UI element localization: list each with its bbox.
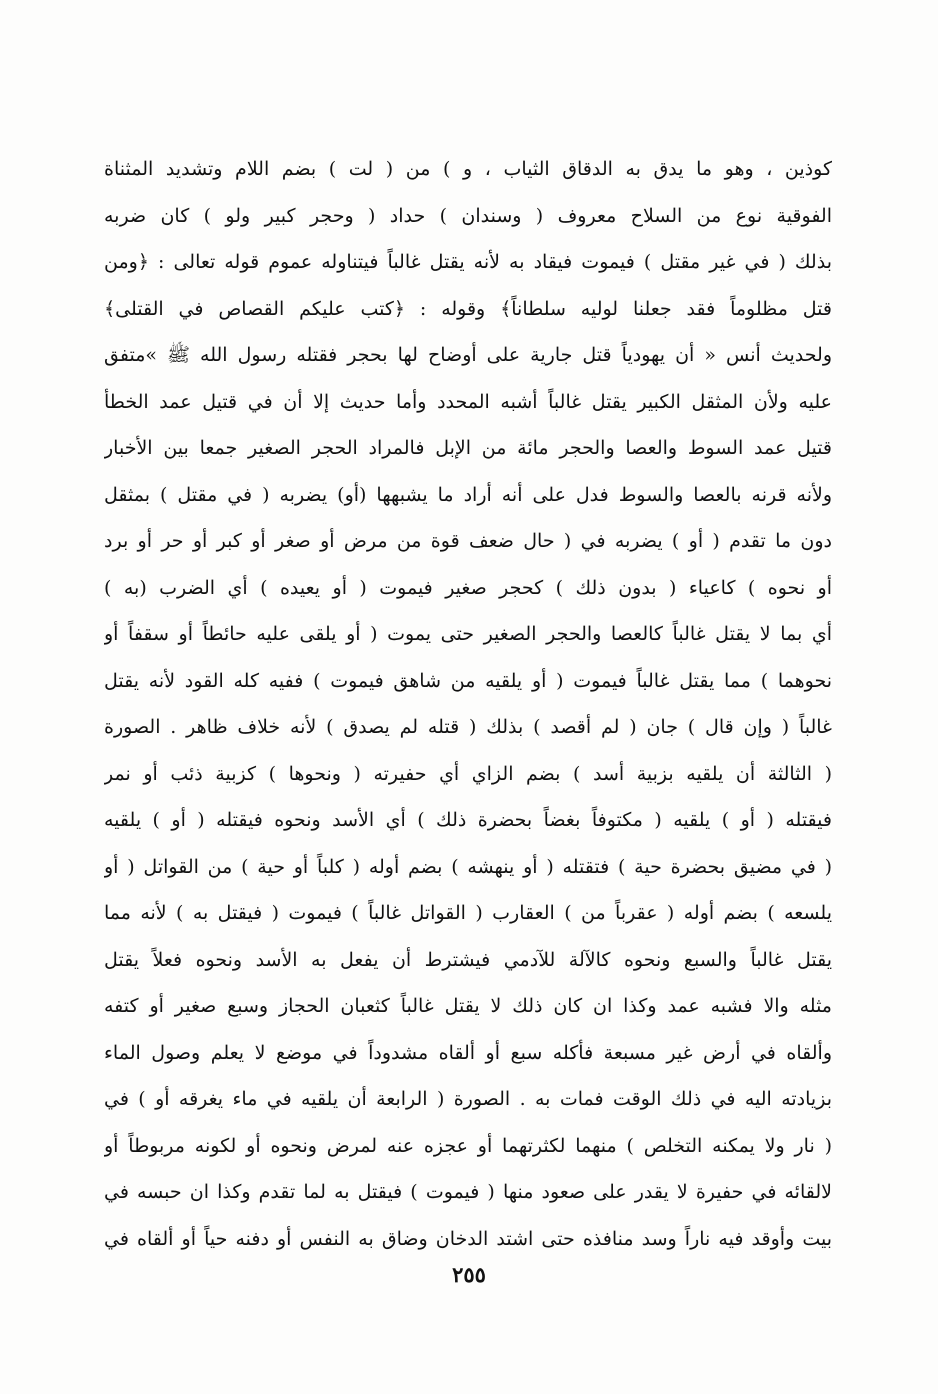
text-line: يقتل غالباً والسبع ونحوه كالآلة للآدمي فيشترط أن يفعل به الأسد ونحوه فعلاً يقتل — [104, 948, 832, 971]
text-line: يلسعه ) بضم أوله ( عقرباً من ) العقارب ( القواتل غالباً ) فيموت ( فيقتل به ) لأنه مما — [104, 902, 832, 924]
text-line: لالقائه في حفيرة لا يقدر على صعود منها ( فيموت ) فيقتل به لما تقدم وكذا ان حبسه في — [104, 1181, 832, 1203]
text-line: دون ما تقدم ( أو ) يضربه في ( حال ضعف قوة من مرض أو صغر أو كبر أو حر أو برد — [104, 530, 832, 552]
text-line: أي بما لا يقتل غالباً كالعصا والحجر الصغير حتى يموت ( أو يلقى عليه حائطاً أو سقفاً أو — [104, 623, 832, 645]
text-line: مثله والا فشبه عمد وكذا ان كان ذلك لا يقتل غالباً كثعبان الحجاز وسبع صغير أو كتفه — [104, 995, 832, 1017]
text-line: وألقاه في أرض غير مسبعة فأكله سبع أو ألقاه مشدوداً في موضع لا يعلم وصول الماء — [104, 1041, 832, 1064]
text-line: بزيادته اليه في ذلك الوقت فمات به . الصورة ( الرابعة أن يلقيه في ماء يغرقه أو ) في — [104, 1088, 832, 1110]
text-line: كوذين ، وهو ما يدق به الدقاق الثياب ، و ) من ( لت ) بضم اللام وتشديد المثناة — [104, 158, 832, 180]
text-line: قتل مظلوماً فقد جعلنا لوليه سلطاناً﴾ وقوله : ﴿كتب عليكم القصاص في القتلى﴾ — [104, 297, 832, 320]
text-line: نحوهما ) مما يقتل غالباً فيموت ( أو يلقيه من شاهق فيموت ) ففيه كله القود لأنه يقتل — [104, 669, 832, 692]
page-number: ٢٥٥ — [452, 1262, 486, 1287]
text-line: ولأنه قرنه بالعصا والسوط فدل على أنه أراد ما يشبهها (أو) يضربه ( في مقتل ) بمثقل — [104, 483, 832, 506]
text-line: ولحديث أنس « أن يهودياً قتل جارية على أوضاح لها بحجر فقتله رسول الله ﷺ »متفق — [104, 344, 832, 366]
text-line: غالباً ( وإن قال ) جان ( لم أقصد ) بذلك ( قتله لم يصدق ) لأنه خلاف ظاهر . الصورة — [104, 716, 832, 738]
text-line: الفوقية نوع من السلاح معروف ( وسندان ) حداد ( وحجر كبير ولو ) كان ضربه — [104, 204, 832, 227]
text-line: فيقتله ( أو ) يلقيه ( مكتوفاً بغضاً بحضرة ذلك ) أي الأسد ونحوه فيقتله ( أو ) يلقيه — [104, 809, 832, 831]
text-line: ( نار ولا يمكنه التخلص ) منهما لكثرتهما أو عجزه عنه لمرض ونحوه أو لكونه مربوطاً أو — [104, 1134, 832, 1157]
text-line: أو نحوه ) كاعياء ( بدون ذلك ) كحجر صغير فيموت ( أو يعيده ) أي الضرب (به ) — [104, 576, 832, 599]
text-line: قتيل عمد السوط والعصا والحجر مائة من الإبل فالمراد الحجر الصغير جمعا بين الأخبار — [104, 437, 832, 459]
text-line: عليه ولأن المثقل الكبير يقتل غالباً أشبه المحدد وأما حديث إلا أن في قتيل عمد الخطأ — [104, 390, 832, 413]
text-line: بذلك ( في غير مقتل ) فيموت فيقاد به لأنه يقتل غالباً فيتناوله عموم قوله تعالى : ﴿ومن — [104, 251, 832, 273]
text-line: ( الثالثة أن يلقيه بزبية أسد ) بضم الزاي أي حفيرته ( ونحوها ) كزبية ذئب أو نمر — [104, 762, 832, 785]
text-line: بيت وأوقد فيه ناراً وسد منافذه حتى اشتد الدخان وضاق به النفس أو دفنه حياً أو ألقاه في — [104, 1227, 832, 1250]
page-body-text — [104, 146, 832, 1262]
text-line: ( في مضيق بحضرة حية ) فتقتله ( أو ينهشه ) بضم أوله ( كلباً أو حية ) من القواتل ( أو — [104, 855, 832, 878]
